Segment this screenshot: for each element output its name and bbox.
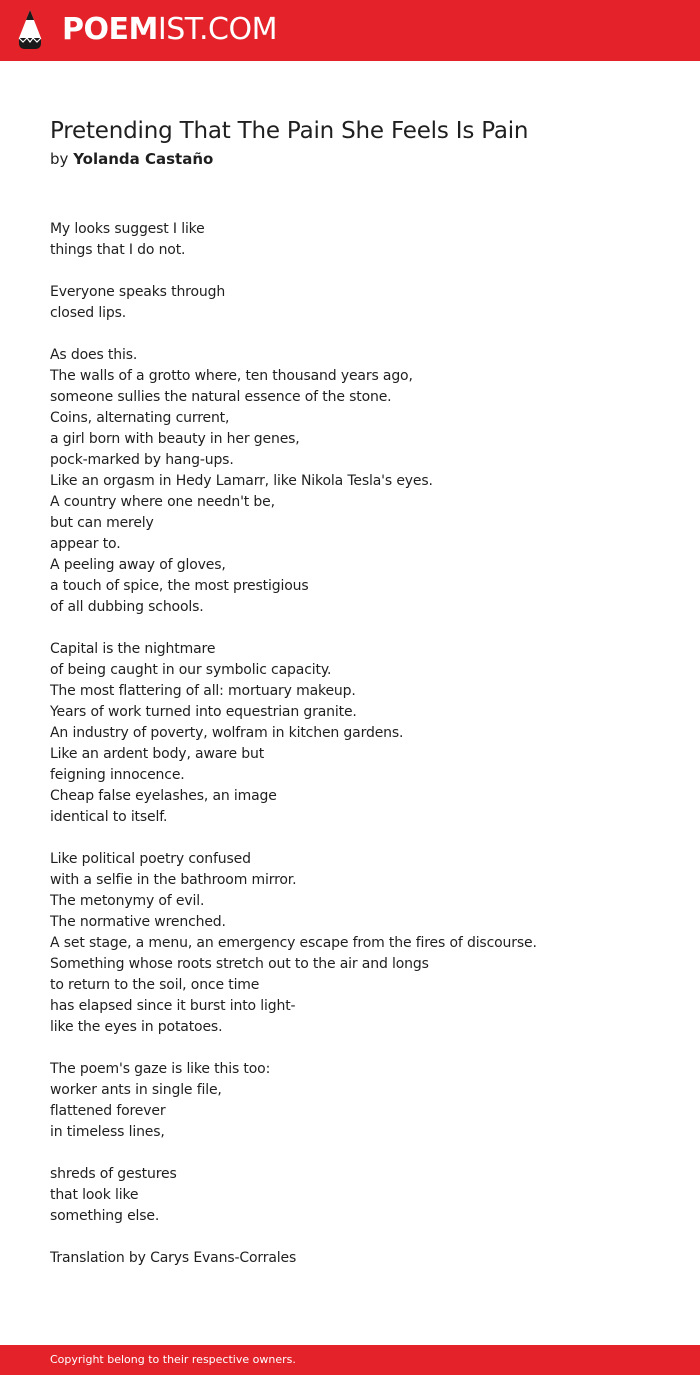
poem-line: feigning innocence. xyxy=(50,767,185,783)
poem-line: A country where one needn't be, xyxy=(50,494,275,510)
poem-line: A peeling away of gloves, xyxy=(50,557,226,573)
poem-line: Translation by Carys Evans-Corrales xyxy=(50,1250,297,1266)
poem-line: of all dubbing schools. xyxy=(50,599,204,615)
poem-line: closed lips. xyxy=(50,305,127,321)
poem-line: The poem's gaze is like this too: xyxy=(50,1061,271,1077)
poem-line: flattened forever xyxy=(50,1103,166,1119)
poem-line: to return to the soil, once time xyxy=(50,977,260,993)
poem-line: identical to itself. xyxy=(50,809,168,825)
poem-line: like the eyes in potatoes. xyxy=(50,1019,223,1035)
poem-line: Cheap false eyelashes, an image xyxy=(50,788,277,804)
poem-line: Capital is the nightmare xyxy=(50,641,216,657)
poem-line: Everyone speaks through xyxy=(50,284,226,300)
poem-line: My looks suggest I like xyxy=(50,221,205,237)
by-label: by xyxy=(50,150,69,168)
poem-line: a touch of spice, the most prestigious xyxy=(50,578,309,594)
poem-line: appear to. xyxy=(50,536,121,552)
poem-line: something else. xyxy=(50,1208,160,1224)
poem-line: Years of work turned into equestrian granite. xyxy=(50,704,357,720)
stanza-break xyxy=(50,618,670,639)
poem-body xyxy=(50,219,670,1269)
poem-line: Like political poetry confused xyxy=(50,851,251,867)
poem-line: A set stage, a menu, an emergency escape from the fires of discourse. xyxy=(50,935,537,951)
poem-line: that look like xyxy=(50,1187,139,1203)
poem-line: in timeless lines, xyxy=(50,1124,165,1140)
poem-line: Like an ardent body, aware but xyxy=(50,746,265,762)
poem-author: Yolanda Castaño xyxy=(73,150,214,168)
stanza-break xyxy=(50,828,670,849)
pencil-tip-icon[interactable] xyxy=(17,9,43,51)
site-header xyxy=(0,0,700,61)
poem-line: pock-marked by hang-ups. xyxy=(50,452,234,468)
site-footer xyxy=(0,1345,700,1375)
poem-line: has elapsed since it burst into light- xyxy=(50,998,296,1014)
poem-line: a girl born with beauty in her genes, xyxy=(50,431,300,447)
poem-line: The walls of a grotto where, ten thousand years ago, xyxy=(50,368,413,384)
stanza-break xyxy=(50,1038,670,1059)
poem-line: someone sullies the natural essence of the stone. xyxy=(50,389,392,405)
poem-line: The most flattering of all: mortuary makeup. xyxy=(50,683,356,699)
copyright-text: Copyright belong to their respective owners. xyxy=(50,1353,296,1366)
site-logo[interactable] xyxy=(62,12,277,48)
stanza-break xyxy=(50,261,670,282)
poem-line: with a selfie in the bathroom mirror. xyxy=(50,872,297,888)
poem-line: Coins, alternating current, xyxy=(50,410,230,426)
poem-line: An industry of poverty, wolfram in kitchen gardens. xyxy=(50,725,404,741)
poem-line: As does this. xyxy=(50,347,138,363)
poem-line: Something whose roots stretch out to the air and longs xyxy=(50,956,429,972)
poem-line: things that I do not. xyxy=(50,242,186,258)
stanza-break xyxy=(50,1227,670,1248)
logo-bold-text: POEM xyxy=(62,12,158,47)
poem-line: of being caught in our symbolic capacity. xyxy=(50,662,332,678)
poem-line: worker ants in single file, xyxy=(50,1082,222,1098)
poem-line: shreds of gestures xyxy=(50,1166,177,1182)
poem-line: The metonymy of evil. xyxy=(50,893,205,909)
stanza-break xyxy=(50,324,670,345)
poem-byline xyxy=(50,149,213,169)
poem-title: Pretending That The Pain She Feels Is Pain xyxy=(50,118,529,144)
poem-line: Like an orgasm in Hedy Lamarr, like Nikola Tesla's eyes. xyxy=(50,473,433,489)
logo-light-text: IST.COM xyxy=(157,12,277,47)
poem-line: but can merely xyxy=(50,515,154,531)
poem-line: The normative wrenched. xyxy=(50,914,226,930)
stanza-break xyxy=(50,1143,670,1164)
